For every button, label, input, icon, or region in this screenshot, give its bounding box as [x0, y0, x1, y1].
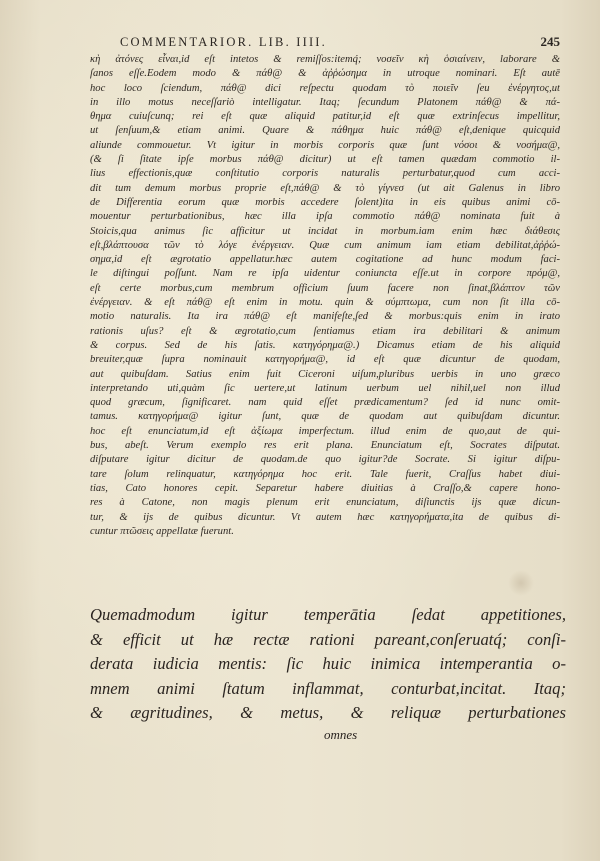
commentary-line: tias, Cato honores cepit. Separetur habere diuitias à Craſſo,& capere hono-	[90, 482, 560, 494]
commentary-block	[90, 53, 560, 539]
running-title: COMMENTARIOR. LIB. IIII.	[120, 35, 327, 49]
main-text-line: derata iudicia mentis: ſic huic inimica intemperantia o-	[90, 654, 566, 674]
commentary-line: in illo motus neceſſariò intelligatur. Itaq; ſecundum Platonem πάθ@ & πά-	[90, 96, 560, 108]
commentary-line: (& ſi ſitate ipſe morbus πάθ@ dicitur) ut eſt tamen quædam commotio il-	[90, 154, 560, 166]
commentary-line: breuiter,quæ ſupra nominauit κατηγορήμα@, id eſt quæ dicuntur de quodam,	[90, 354, 560, 366]
page-header	[120, 35, 560, 53]
commentary-line: σημα,id eſt ægrotatio appellatur.hæc autem cogitatione ad hunc modum faci-	[90, 254, 560, 266]
main-text-line: & ægritudines, & metus, & reliquæ perturbationes	[90, 703, 566, 723]
commentary-line: quod græcum, ſignificaret. nam quid eſſet prædicamentum? ſed id nunc omit-	[90, 397, 560, 409]
commentary-line: aliunde commouetur. Vt igitur in morbis corporis quæ ſunt νόσοι & νοσήμα@,	[90, 139, 560, 151]
commentary-line: motio naturalis. Ita ira πάθ@ eſt manifeſte,ſed & morbus:quis enim in irato	[90, 311, 560, 323]
commentary-line: mouentur perturbationibus, hæc illa ipſa commotio πάθ@ nominata fuit à	[90, 211, 560, 223]
main-text-line: mnem animi ſtatum inflammat, conturbat,incitat. Itaq;	[90, 678, 566, 698]
commentary-line: ut ſenſuum,& etiam animi. Quare & πάθημα huic πάθ@ eſt,denique quicquid	[90, 125, 560, 137]
commentary-line: hoc eſt enunciatum,id eſt ἀξίωμα imperfectum. illud enim de quo,aut de qui-	[90, 425, 560, 437]
commentary-line: tur, & ijs de quibus dicuntur. Vt autem hæc κατηγορήματα,ita de quibus di-	[90, 511, 560, 523]
folio-number: 245	[540, 34, 560, 49]
commentary-line: bus, abeſt. Verum exemplo res erit plana. Enunciatum eſt, Socrates diſputat.	[90, 440, 560, 452]
commentary-line: cuntur πτῶσεις appellatæ fuerunt.	[90, 525, 234, 537]
commentary-line: tare ſolum relinquatur, κατηγόρημα hoc erit. Tale fuerit, Craſſus habet diui-	[90, 468, 560, 480]
commentary-line: tamus. κατηγορήμα@ igitur ſunt, quæ de quodam aut quibuſdam dicuntur.	[90, 411, 560, 423]
main-text-line: Quemadmodum igitur temperātia ſedat appetitiones,	[90, 605, 566, 624]
commentary-line: diſputare igitur dicitur de quodam.de quo igitur?de Socrate. Si igitur diſpu-	[90, 454, 560, 466]
commentary-line: interpretando uti,quàm ſic uertere,ut latinum uerbum uel nihil,uel non illud	[90, 382, 560, 394]
main-text-block	[90, 603, 566, 726]
commentary-line: κὴ ἀτόνες εἶναι,id eſt intetos & remiſſos:itemq́; νοσεῖν κὴ ὁσιαίνειν, laborare &	[90, 54, 560, 65]
commentary-line: res à Catone, non magis plenum erit enunciatum, diſiunctis ijs quæ dicun-	[90, 497, 560, 509]
commentary-line: θημα cuiuſcunq; rei eſt quæ aliquid patitur,id eſt quæ extrinſecus impellitur,	[90, 111, 560, 123]
commentary-line: le diſtingui poſſunt. Nam re ipſa uidentur coniuncta eſſe.ut in corpore πρόμ@,	[90, 268, 560, 280]
commentary-line: lius effectionis,quæ conſtitutio corporis naturalis perturbatur,quod cum acci-	[90, 168, 560, 180]
commentary-line: eſt,βλάπτουσα τῶν τὸ λόγε ἐνέργειαν. Quæ cum animum iam etiam debilitat,ἀῤῥώ-	[90, 239, 560, 251]
commentary-line: & corpus. Sed de his ſatis. κατηγόρημα@.) Dicamus etiam de his aliquid	[90, 339, 560, 351]
commentary-line: hoc loco ſciendum, πάθ@ dici reſpectu quodam τὸ ποιεῖν ſeu ἐνέργητος,ut	[90, 82, 560, 94]
main-text-line: & efficit ut hæ rectæ rationi pareant,conſeruatq́; conſi-	[90, 629, 566, 649]
commentary-line: eſt certe morbus,cum membrum officium ſuum facere non ſinat,βλάπτον τῶν	[90, 282, 560, 294]
commentary-line: ſanos eſſe.Eodem modo & πάθ@ & ἀῤῥώσημα in utroque nominari. Eſt autē	[90, 68, 560, 80]
commentary-line: Stoicis,qua animus ſic afficitur ut incidat in morbum.iam enim hæc διάθεσις	[90, 225, 560, 237]
commentary-line: ἐνέργειαν. & eſt πάθ@ eſt enim in motu. quin & σύμπτωμα, cum non ſit illa cō-	[90, 297, 560, 309]
commentary-line: dit tum demum morbus proprie eſt,πάθ@ & τὸ γίγνεσ (ut ait Galenus in libro	[90, 182, 560, 194]
commentary-line: rationis uſus? eſt & ægrotatio,cum ſentiamus etiam ira debilitari & animum	[90, 325, 560, 337]
catchword: omnes	[324, 727, 358, 742]
page-stain	[508, 570, 534, 596]
commentary-line: de Differentia eorum quæ morbis accedere ſolent)ita in eis quibus animi cō-	[90, 196, 560, 208]
commentary-line: aut quibuſdam. Satius enim fuit Ciceroni uiſum,pluribus uerbis in uno græco	[90, 368, 560, 380]
